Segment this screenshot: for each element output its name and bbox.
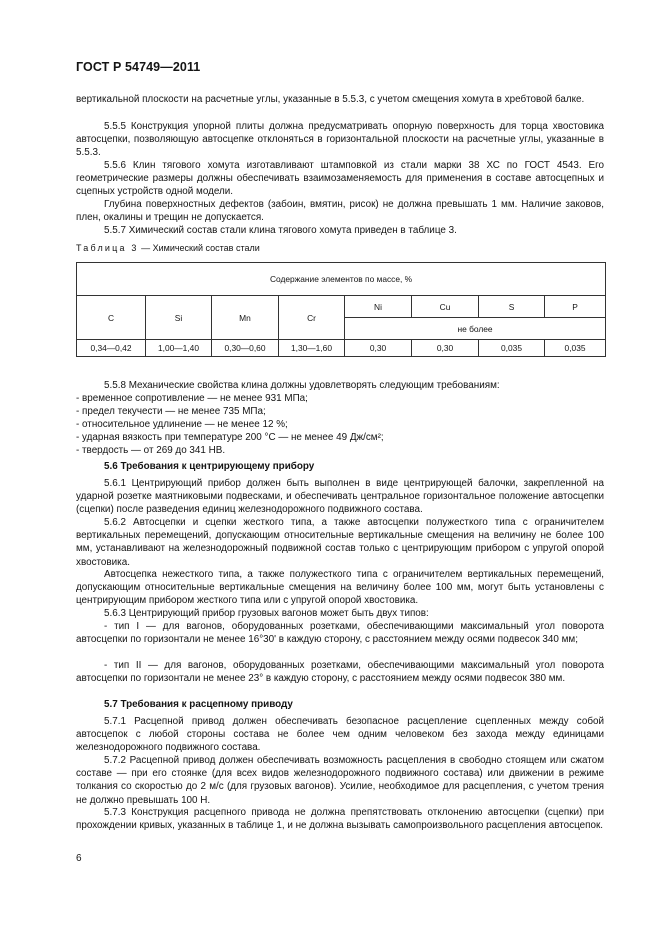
table-cell: 0,34—0,42 bbox=[77, 340, 146, 357]
table-col-header: Cu bbox=[412, 296, 479, 318]
table-group-header: Содержание элементов по массе, % bbox=[77, 263, 606, 296]
paragraph-5-6-1: 5.6.1 Центрирующий прибор должен быть выполнен в виде центрирующей балочки, закрепленной на ударной розетке маятниковыми подвесками, и обеспечивать центральное горизонтальное положение автосцепки (сцепки) после разведения единиц железнодорожного подвижного состава. bbox=[76, 478, 604, 516]
table-row bbox=[77, 340, 606, 357]
table-limit-note: не более bbox=[345, 318, 606, 340]
paragraph-nonrigid: Автосцепка нежесткого типа, а также полужесткого типа с ограничителем вертикальных перемещений, допускающим относительные вертикальные смещения на величину более 100 мм, могут быть установлены с центрирующим прибором жесткого типа или с упругой опорой хвостовика. bbox=[76, 569, 604, 607]
paragraph-5-5-6: 5.5.6 Клин тягового хомута изготавливают штамповкой из стали марки 38 ХС по ГОСТ 4543. Его геометрические размеры должны обеспечивать взаимозаменяемость для применения в составе автосцепных и сцепных устройств одной модели. bbox=[76, 160, 604, 198]
table-cell: 0,30—0,60 bbox=[212, 340, 279, 357]
paragraph-continuation: вертикальной плоскости на расчетные углы, указанные в 5.5.3, с учетом смещения хомута в хребтовой балке. bbox=[76, 94, 585, 105]
table-col-header: Cr bbox=[279, 296, 345, 340]
table-caption bbox=[76, 243, 260, 253]
table-col-header: P bbox=[545, 296, 606, 318]
paragraph-5-6-3: 5.6.3 Центрирующий прибор грузовых вагонов может быть двух типов: bbox=[104, 608, 429, 619]
mech-property-item: - твердость — от 269 до 341 НВ. bbox=[76, 445, 226, 456]
table-col-header: S bbox=[479, 296, 545, 318]
table-caption-text: — Химический состав стали bbox=[138, 243, 260, 253]
paragraph-defects: Глубина поверхностных дефектов (забоин, вмятин, рисок) не должна превышать 1 мм. Наличие заковов, плен, окалины и трещин не допускается. bbox=[76, 199, 604, 224]
section-heading-5-7: 5.7 Требования к расцепному приводу bbox=[104, 699, 293, 710]
centering-type-item: - тип II — для вагонов, оборудованных розетками, обеспечивающими максимальный угол поворота автосцепки по горизонтали не менее 23° в каждую сторону, с расстоянием между осями подвесок 380 мм. bbox=[76, 660, 604, 685]
table-col-header: Si bbox=[146, 296, 212, 340]
centering-type-item: - тип I — для вагонов, оборудованных розетками, обеспечивающими максимальный угол поворота автосцепки по горизонтали не менее 16°30' в каждую сторону, с расстоянием между осями подвесок 340 мм; bbox=[76, 621, 604, 646]
table-cell: 0,30 bbox=[345, 340, 412, 357]
table-col-header: Mn bbox=[212, 296, 279, 340]
mech-property-item: - предел текучести — не менее 735 МПа; bbox=[76, 406, 266, 417]
chemical-composition-table bbox=[76, 262, 606, 357]
table-cell: 0,035 bbox=[479, 340, 545, 357]
document-header: ГОСТ Р 54749—2011 bbox=[76, 60, 201, 74]
paragraph-5-5-8: 5.5.8 Механические свойства клина должны удовлетворять следующим требованиям: bbox=[104, 380, 500, 391]
table-cell: 0,30 bbox=[412, 340, 479, 357]
table-caption-label: Таблица 3 bbox=[76, 243, 139, 253]
paragraph-5-7-3: 5.7.3 Конструкция расцепного привода не должна препятствовать отклонению автосцепки (сцепки) при прохождении кривых, указанных в таблице 1, и не должна вызывать самопроизвольного расцепления автосцепок. bbox=[76, 807, 604, 832]
mech-property-item: - временное сопротивление — не менее 931 МПа; bbox=[76, 393, 308, 404]
paragraph-5-6-2: 5.6.2 Автосцепки и сцепки жесткого типа, а также автосцепки полужесткого типа с ограничителем вертикальных перемещений, допускающим относительные вертикальные смещения на величину не более 100 мм, устанавливают на железнодорожный подвижной состав только с центрирующим прибором с упругой опорой хвостовика. bbox=[76, 517, 604, 568]
paragraph-5-7-1: 5.7.1 Расцепной привод должен обеспечивать безопасное расцепление сцепленных между собой автосцепок с любой стороны состава не более чем одним человеком без захода между единицами железнодорожного подвижного состава. bbox=[76, 716, 604, 754]
table-cell: 1,00—1,40 bbox=[146, 340, 212, 357]
table-col-header: Ni bbox=[345, 296, 412, 318]
table-col-header: C bbox=[77, 296, 146, 340]
paragraph-5-5-5: 5.5.5 Конструкция упорной плиты должна предусматривать опорную поверхность для торца хвостовика автосцепки, позволяющую автосцепке отклоняться в горизонтальной плоскости на расчетные углы, указанные в 5.5.3. bbox=[76, 121, 604, 159]
table-cell: 1,30—1,60 bbox=[279, 340, 345, 357]
mech-property-item: - относительное удлинение — не менее 12 %; bbox=[76, 419, 288, 430]
table-cell: 0,035 bbox=[545, 340, 606, 357]
paragraph-5-5-7: 5.5.7 Химический состав стали клина тягового хомута приведен в таблице 3. bbox=[104, 225, 457, 236]
paragraph-5-7-2: 5.7.2 Расцепной привод должен обеспечивать возможность расцепления в свободно стоящем или сжатом составе — при его стоянке (для всех видов железнодорожного подвижного состава) или движении в режиме толкания со скоростью до 2 м/с (для грузовых вагонов). Усилие, необходимое для расцепления, с учетом трения не должно превышать 100 Н. bbox=[76, 755, 604, 806]
mech-property-item: - ударная вязкость при температуре 200 °С — не менее 49 Дж/см²; bbox=[76, 432, 384, 443]
section-heading-5-6: 5.6 Требования к центрирующему прибору bbox=[104, 461, 315, 472]
page-number: 6 bbox=[76, 853, 82, 864]
